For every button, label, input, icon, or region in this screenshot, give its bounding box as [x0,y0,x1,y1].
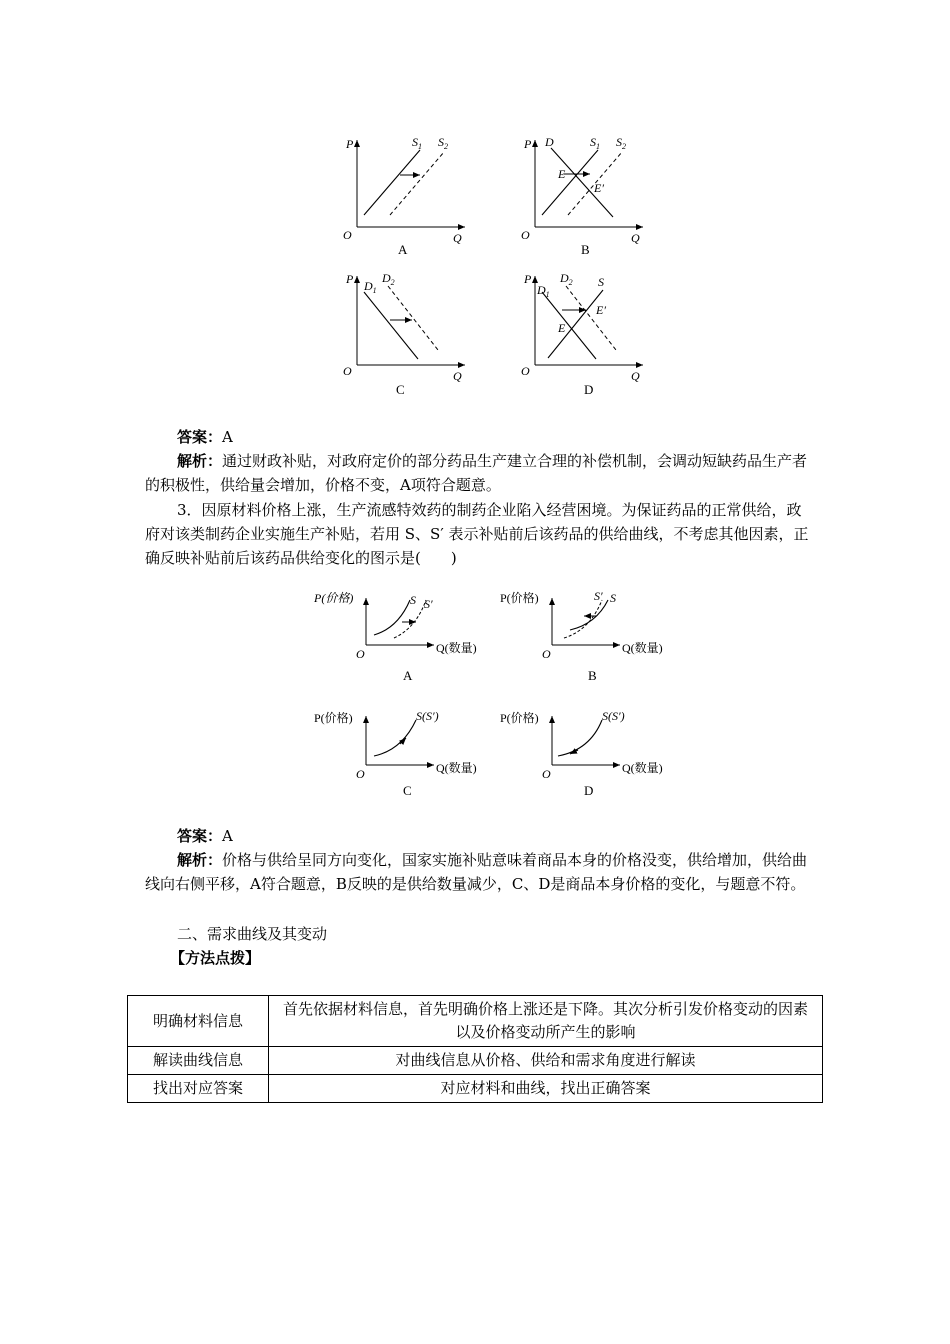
svg-text:S(S′): S(S′) [602,709,625,723]
svg-text:S(S′): S(S′) [416,709,439,723]
q2-answer: 答案：A [177,428,233,446]
svg-text:Q(数量): Q(数量) [622,641,663,655]
demand-curve-d2 [388,286,438,350]
svg-text:P(价格): P(价格) [500,711,539,725]
svg-text:Q: Q [631,369,640,383]
svg-text:B: B [588,668,597,683]
svg-text:S2: $S_2$ [438,135,448,151]
svg-text:O: O [356,767,365,781]
table-cell-content: 对曲线信息从价格、供给和需求角度进行解读 [269,1047,823,1075]
svg-text:S′: S′ [424,597,433,611]
table-cell-content: 对应材料和曲线，找出正确答案 [269,1075,823,1103]
supply-curve [558,720,602,756]
svg-text:D2: $D_2$ [560,271,573,287]
svg-text:E′: E′ [596,303,606,317]
svg-text:D: D [584,382,594,397]
origin-label: O [343,228,352,242]
svg-text:S1: $S_1$ [590,135,600,151]
svg-text:O: O [542,767,551,781]
svg-text:O: O [343,364,352,378]
fig2-panel-c [312,708,502,808]
supply-curve-s [374,600,410,635]
svg-text:Q(数量): Q(数量) [622,761,663,775]
svg-text:E′: E′ [594,181,604,195]
fig2-panel-d [498,708,688,808]
supply-curve [374,720,416,756]
supply-curve-s1 [542,150,598,215]
svg-text:O: O [521,228,530,242]
svg-text:D: D [545,135,554,149]
svg-text:D1: $D_1$ [537,283,550,299]
svg-text:C: C [396,382,405,397]
svg-text:D2: $D_2$ [382,271,395,287]
svg-text:E: E [558,321,566,335]
table-row [128,1075,823,1103]
svg-text:Q(数量): Q(数量) [436,641,477,655]
svg-text:B: B [581,242,590,257]
svg-text:A: A [403,668,413,683]
fig2-panel-a [312,588,502,688]
svg-text:P(价格): P(价格) [314,711,353,725]
q2-analysis: 解析：通过财政补贴，对政府定价的部分药品生产建立合理的补偿机制，会调动短缺药品生产者的积极性，供给量会增加，价格不变，A项符合题意。 [145,452,808,494]
q3-analysis: 解析：价格与供给呈同方向变化，国家实施补贴意味着商品本身的价格没变，供给增加，供给曲线向右侧平移，A符合题意，B反映的是供给数量减少，C、D是商品本身价格的变化，与题意不符。 [145,851,808,893]
svg-text:S′: S′ [594,589,603,603]
axis-p-label: P [346,137,354,151]
method-table [127,995,823,1103]
supply-curve-s1 [364,150,420,215]
svg-text:O: O [542,647,551,661]
svg-text:Q: Q [453,369,462,383]
table-cell-label: 解读曲线信息 [128,1047,269,1075]
svg-text:P(价格): P(价格) [500,591,539,605]
svg-text:S2: $S_2$ [616,135,626,151]
supply-curve-s-prime [564,600,602,638]
fig1-panel-d [518,268,648,398]
demand-curve-d1 [364,292,418,359]
svg-text:O: O [521,364,530,378]
svg-text:P: P [524,137,532,151]
demand-curve-d1 [542,292,596,359]
fig1-panel-a [340,130,470,260]
method-title: 【方法点拨】 [170,949,261,967]
table-row [128,996,823,1047]
svg-text:P: P [346,272,354,286]
table-cell-label: 明确材料信息 [128,996,269,1047]
table-row [128,1047,823,1075]
table-cell-content: 首先依据材料信息，首先明确价格上涨还是下降。其次分析引发价格变动的因素以及价格变动所产生的影响 [269,996,823,1047]
svg-text:D: D [584,783,594,798]
supply-curve-s2 [390,152,444,215]
axis-q-label: Q [453,231,462,245]
svg-text:E: E [558,167,566,181]
svg-text:C: C [403,783,412,798]
svg-text:Q(数量): Q(数量) [436,761,477,775]
demand-curve-d2 [566,286,616,350]
svg-text:S1: $S_1$ [412,135,422,151]
svg-text:S: S [610,591,616,605]
q3-answer: 答案：A [177,827,233,845]
svg-text:P: P [524,272,532,286]
svg-text:Q: Q [631,231,640,245]
svg-text:O: O [356,647,365,661]
supply-curve-s [570,600,608,630]
svg-text:S: S [598,275,604,289]
svg-text:D1: $D_1$ [364,279,377,295]
svg-text:S: S [410,593,416,607]
q3-question: 3．因原材料价格上涨，生产流感特效药的制药企业陷入经营困境。为保证药品的正常供给，政府对该类制药企业实施生产补贴，若用 S、S′ 表示补贴前后该药品的供给曲线，不考虑其他因素，正确反映补贴前后该药品供给变化的图示是( ) [145,501,809,567]
fig1-panel-b [518,130,648,260]
caption: A [398,242,408,257]
fig1-panel-c [340,268,470,398]
supply-curve [548,290,603,358]
svg-text:P(价格): P(价格) [314,591,354,605]
fig2-panel-b [498,588,688,688]
section-title: 二、需求曲线及其变动 [177,925,328,943]
table-cell-label: 找出对应答案 [128,1075,269,1103]
